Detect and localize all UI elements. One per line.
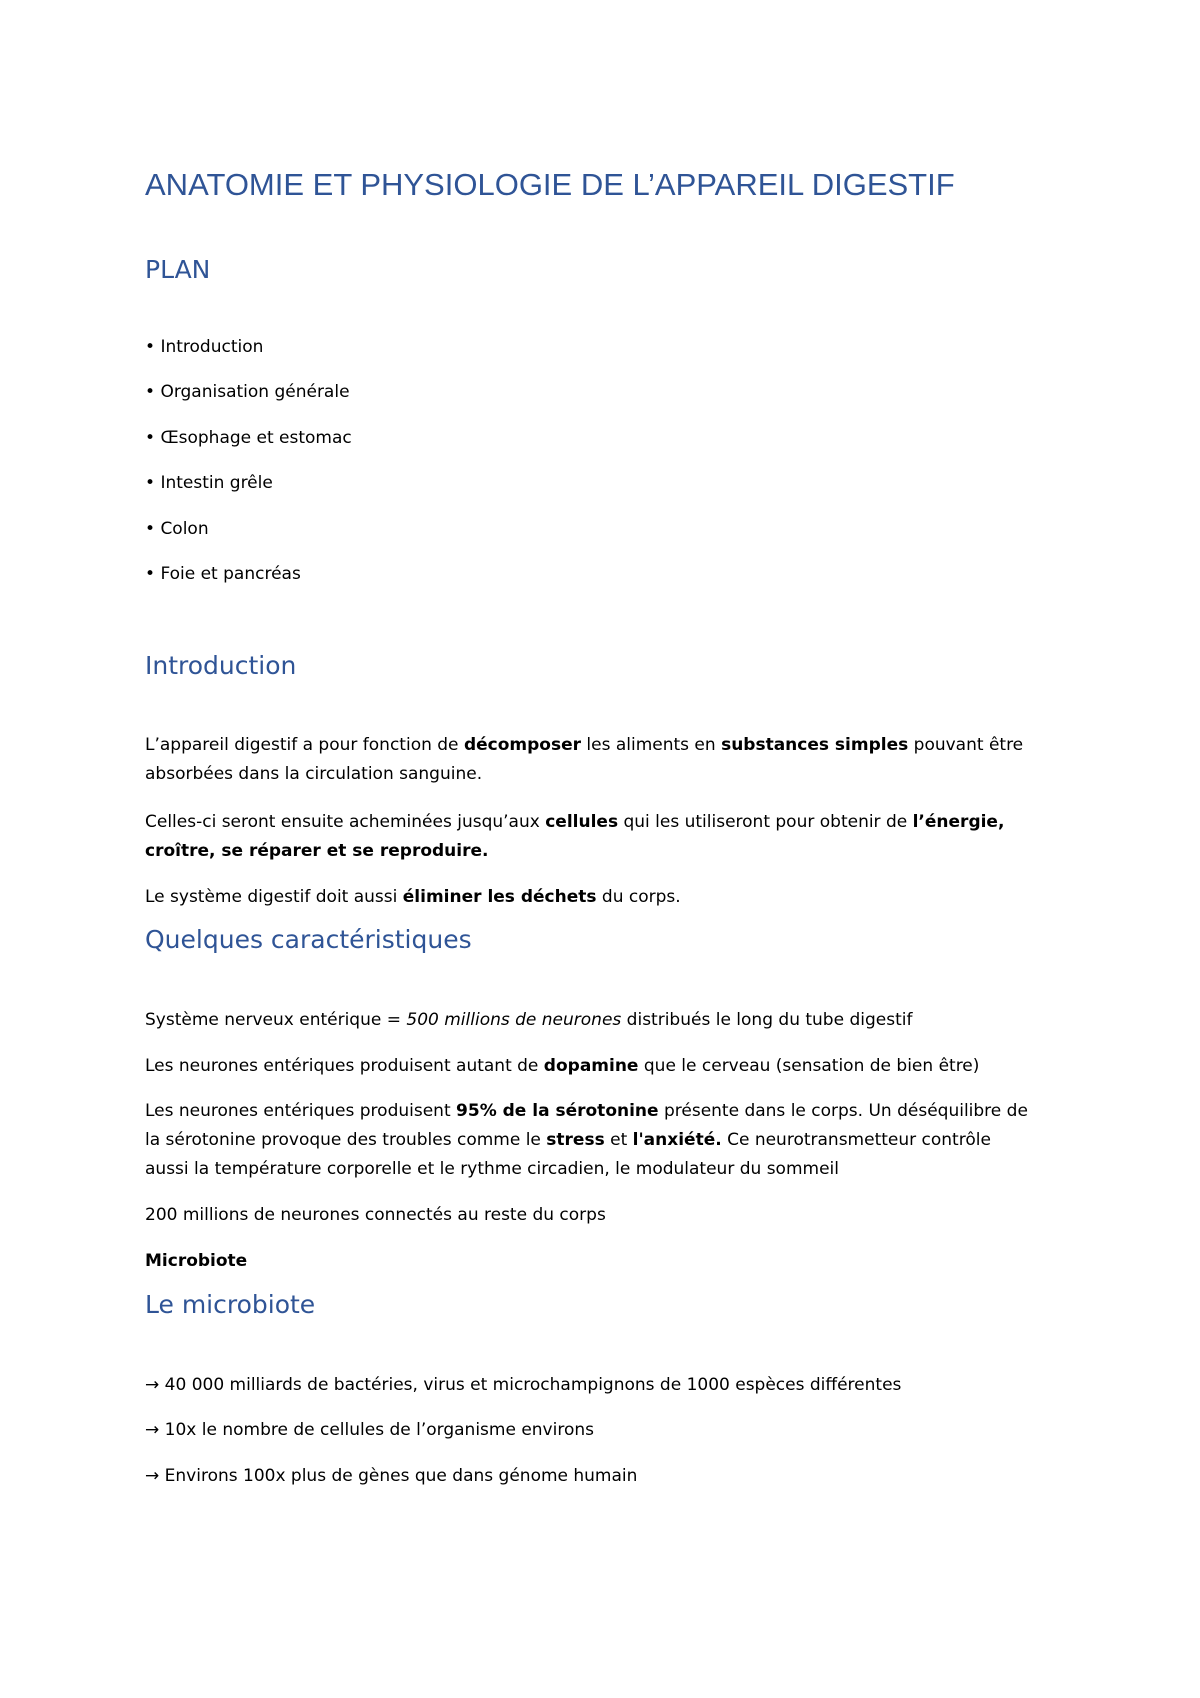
bullet-icon: • — [145, 564, 156, 584]
bullet-icon: • — [145, 382, 156, 402]
carac-paragraph-4: 200 millions de neurones connectés au reste du corps — [145, 1205, 606, 1225]
carac-paragraph-3-line-3: aussi la température corporelle et le rythme circadien, le modulateur du sommeil — [145, 1159, 839, 1179]
bullet-icon: • — [145, 519, 156, 539]
plan-item: • Introduction — [145, 337, 264, 357]
carac-paragraph-5: Microbiote — [145, 1251, 248, 1271]
intro-paragraph-2-line-2: croître, se réparer et se reproduire. — [145, 841, 489, 861]
intro-paragraph-3: Le système digestif doit aussi éliminer les déchets du corps. — [145, 887, 681, 907]
intro-paragraph-1-line-1: L’appareil digestif a pour fonction de décomposer les aliments en substances simples pouvant être — [145, 735, 1024, 755]
bullet-icon: • — [145, 473, 156, 493]
introduction-heading: Introduction — [145, 651, 297, 680]
arrow-right-icon: → — [145, 1420, 160, 1440]
caracteristiques-heading: Quelques caractéristiques — [145, 925, 472, 954]
plan-item: • Foie et pancréas — [145, 564, 301, 584]
arrow-right-icon: → — [145, 1375, 160, 1395]
plan-item: • Organisation générale — [145, 382, 350, 402]
bullet-icon: • — [145, 337, 156, 357]
document-title: ANATOMIE ET PHYSIOLOGIE DE L’APPAREIL DIGESTIF — [145, 167, 955, 202]
microbiote-heading: Le microbiote — [145, 1290, 316, 1319]
carac-paragraph-3-line-1: Les neurones entériques produisent 95% de la sérotonine présente dans le corps. Un déséquilibre de — [145, 1101, 1028, 1121]
intro-paragraph-1-line-2: absorbées dans la circulation sanguine. — [145, 764, 483, 784]
microbiote-item: → 10x le nombre de cellules de l’organisme environs — [145, 1420, 594, 1440]
plan-item: • Intestin grêle — [145, 473, 273, 493]
bullet-icon: • — [145, 428, 156, 448]
carac-paragraph-1: Système nerveux entérique = 500 millions de neurones distribués le long du tube digestif — [145, 1010, 913, 1030]
plan-item: • Colon — [145, 519, 209, 539]
microbiote-item: → Environs 100x plus de gènes que dans génome humain — [145, 1466, 638, 1486]
carac-paragraph-2: Les neurones entériques produisent autant de dopamine que le cerveau (sensation de bien être) — [145, 1056, 980, 1076]
arrow-right-icon: → — [145, 1466, 160, 1486]
intro-paragraph-2-line-1: Celles-ci seront ensuite acheminées jusqu’aux cellules qui les utiliseront pour obtenir de l’énergie, — [145, 812, 1005, 832]
carac-paragraph-3-line-2: la sérotonine provoque des troubles comme le stress et l'anxiété. Ce neurotransmetteur contrôle — [145, 1130, 991, 1150]
microbiote-item: → 40 000 milliards de bactéries, virus et microchampignons de 1000 espèces différentes — [145, 1375, 902, 1395]
plan-heading: PLAN — [145, 255, 211, 284]
plan-item: • Œsophage et estomac — [145, 428, 352, 448]
